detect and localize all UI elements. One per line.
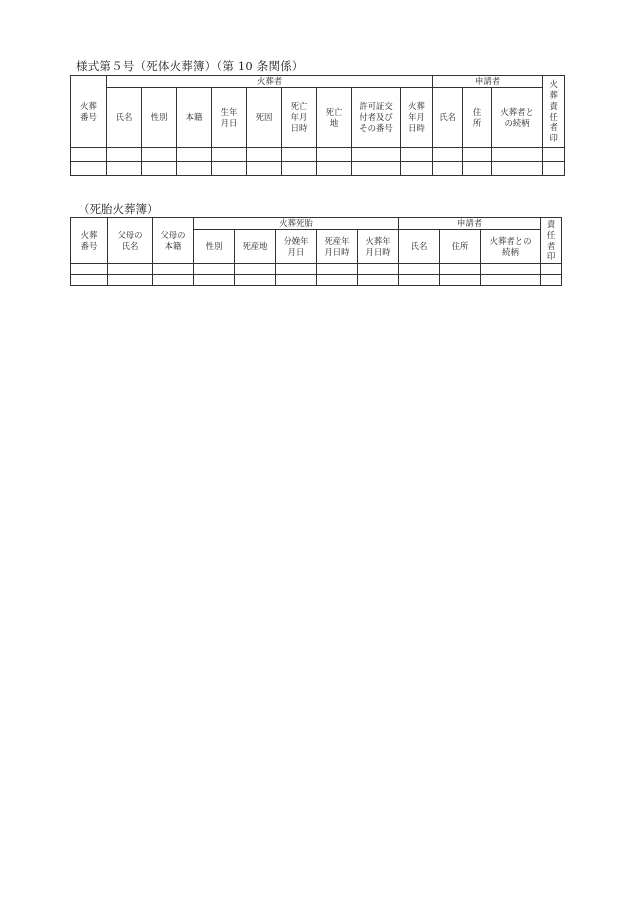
header-cremation-number: 火葬 番号 [71,218,108,264]
header-group-deceased: 火葬者 [107,76,433,88]
header-death-place: 死亡 地 [317,88,352,148]
table-row [71,148,565,162]
header-cremation-number: 火葬 番号 [71,76,107,148]
form2-title: （死胎火葬簿） [78,202,159,216]
header-cremation-datetime: 火葬 年月 日時 [401,88,433,148]
header-group-applicant: 申請者 [399,218,541,230]
header-death-datetime: 死亡 年月 日時 [282,88,317,148]
header-deceased-domicile: 本籍 [177,88,212,148]
header-stillbirth-datetime: 死産年 月日時 [317,230,358,264]
header-delivery-date: 分娩年 月日 [276,230,317,264]
cremation-register-table [70,75,565,176]
header-responsible-seal: 火 葬 責 任 者 印 [543,76,565,148]
header-applicant-address: 住所 [440,230,481,264]
header-deceased-birthdate: 生年 月日 [212,88,247,148]
header-deceased-cause: 死因 [247,88,282,148]
header-applicant-relation: 火葬者との 続柄 [481,230,541,264]
header-applicant-relation: 火葬者と の続柄 [492,88,543,148]
table-row [71,162,565,176]
stillbirth-cremation-register-table [70,217,562,286]
header-deceased-name: 氏名 [107,88,142,148]
header-group-fetus: 火葬死胎 [194,218,399,230]
header-fetus-sex: 性別 [194,230,235,264]
form1-title: 様式第５号（死体火葬簿）（第 10 条関係） [76,59,304,73]
header-deceased-sex: 性別 [142,88,177,148]
header-applicant-name: 氏名 [433,88,463,148]
header-parent-domicile: 父母の 本籍 [153,218,194,264]
header-parent-name: 父母の 氏名 [108,218,153,264]
header-applicant-address: 住 所 [463,88,492,148]
table-row [71,275,562,286]
header-cremation-datetime: 火葬年 月日時 [358,230,399,264]
header-stillbirth-place: 死産地 [235,230,276,264]
header-permit-issuer: 許可証交 付者及び その番号 [352,88,401,148]
header-group-applicant: 申請者 [433,76,543,88]
header-responsible-seal: 責 任 者 印 [541,218,562,264]
table-row [71,264,562,275]
header-applicant-name: 氏名 [399,230,440,264]
